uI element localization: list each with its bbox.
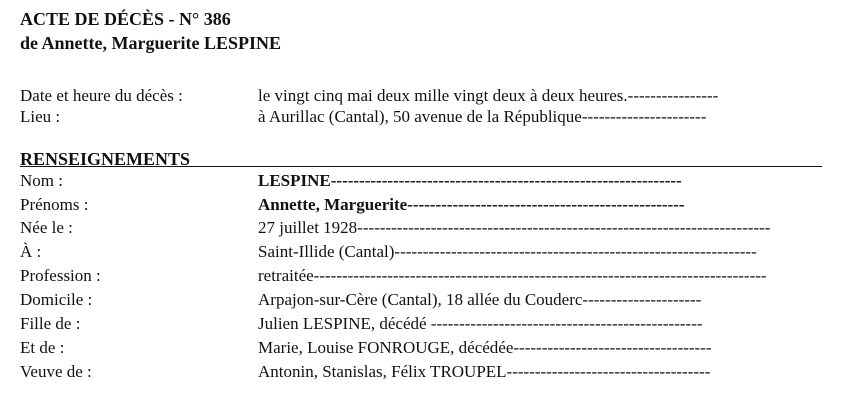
info-label: Prénoms : bbox=[20, 195, 89, 214]
info-row-fille-de bbox=[20, 314, 840, 334]
info-row-prenoms bbox=[20, 195, 840, 215]
info-value: Marie, Louise FONROUGE, décédée----------------------------------- bbox=[258, 338, 712, 357]
document-title: ACTE DE DÉCÈS - N° 386 bbox=[20, 9, 231, 29]
info-row-lieu-naissance bbox=[20, 242, 840, 262]
info-row-profession bbox=[20, 266, 840, 286]
info-value: retraitée-------------------------------------------------------------------------------- bbox=[258, 266, 767, 285]
info-value: Saint-Illide (Cantal)---------------------------------------------------------------- bbox=[258, 242, 757, 261]
death-date-value: le vingt cinq mai deux mille vingt deux à deux heures.---------------- bbox=[258, 86, 719, 105]
info-row-nee-le bbox=[20, 218, 840, 238]
info-value: Antonin, Stanislas, Félix TROUPEL------------------------------------ bbox=[258, 362, 711, 381]
info-label: Domicile : bbox=[20, 290, 93, 309]
info-row-et-de bbox=[20, 338, 840, 358]
info-label: À : bbox=[20, 242, 42, 261]
info-value: 27 juillet 1928------------------------------------------------------------------------- bbox=[258, 218, 771, 237]
info-value: Julien LESPINE, décédé ------------------------------------------------ bbox=[258, 314, 703, 333]
info-label: Née le : bbox=[20, 218, 73, 237]
death-date-label: Date et heure du décès : bbox=[20, 86, 183, 105]
info-row-veuve-de bbox=[20, 362, 840, 382]
death-date-row bbox=[20, 86, 840, 106]
section-title-renseignements: RENSEIGNEMENTS bbox=[20, 149, 191, 169]
info-label: Profession : bbox=[20, 266, 101, 285]
death-place-row bbox=[20, 107, 840, 127]
death-place-label: Lieu : bbox=[20, 107, 61, 126]
info-label: Fille de : bbox=[20, 314, 81, 333]
death-place-value: à Aurillac (Cantal), 50 avenue de la République---------------------- bbox=[258, 107, 707, 126]
section-divider bbox=[20, 166, 822, 167]
info-row-nom bbox=[20, 171, 840, 191]
info-value: Annette, Marguerite------------------------------------------------- bbox=[258, 195, 685, 214]
document-subtitle: de Annette, Marguerite LESPINE bbox=[20, 33, 281, 53]
info-label: Nom : bbox=[20, 171, 63, 190]
info-row-domicile bbox=[20, 290, 840, 310]
info-value: LESPINE-------------------------------------------------------------- bbox=[258, 171, 682, 190]
info-label: Veuve de : bbox=[20, 362, 92, 381]
info-value: Arpajon-sur-Cère (Cantal), 18 allée du Couderc--------------------- bbox=[258, 290, 702, 309]
info-label: Et de : bbox=[20, 338, 65, 357]
